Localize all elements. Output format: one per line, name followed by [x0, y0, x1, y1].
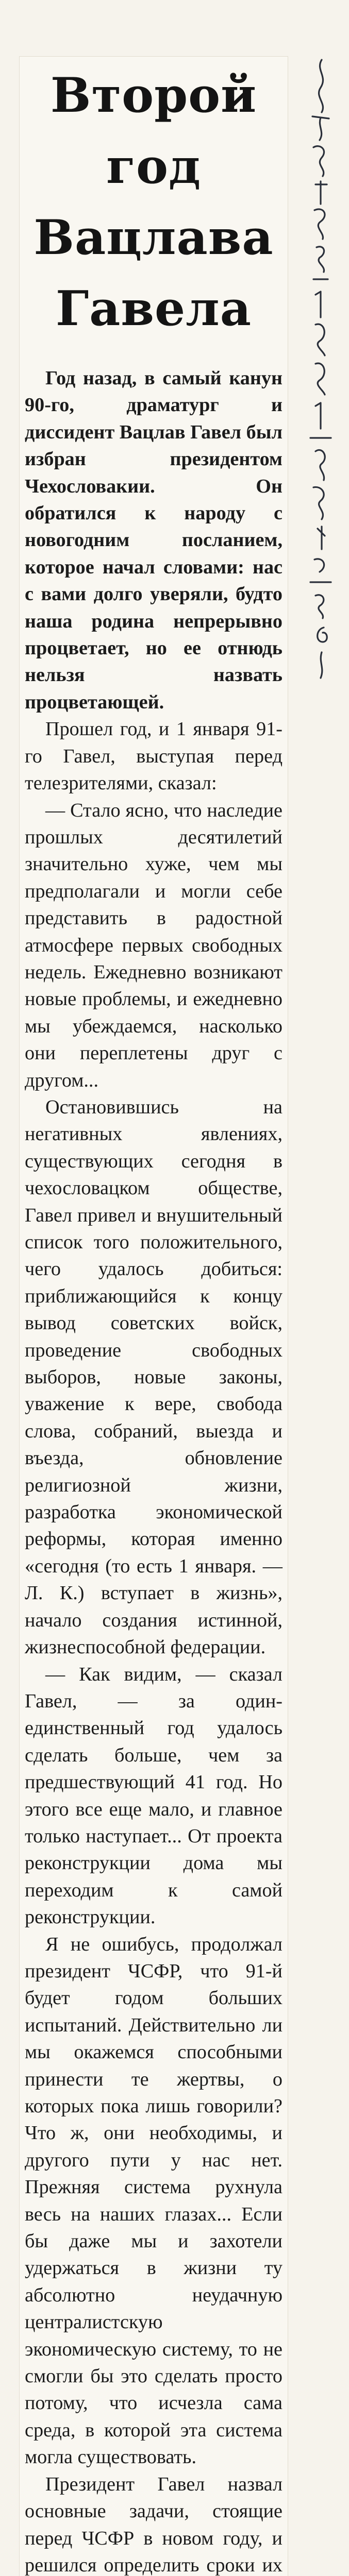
article-lead: Год назад, в самый канун 90-го, драматург и диссидент Вацлав Гавел был избран президентом Чехословакии. Он обратился к народу с новогодним посланием, которое начал словами: нас с вами долго уверяли, будто наша родина непрерывно процветает, но ее отнюдь нельзя назвать процветающей. [25, 367, 282, 713]
article-paragraph: — Стало ясно, что наследие прошлых десятилетий значительно хуже, чем мы предполагали и могли себе представить в радостной атмосфере первых свободных недель. Ежедневно возникают новые проблемы, и ежедневно мы убеждаемся, насколько они переплетены друг с другом... [25, 799, 282, 1091]
article-paragraph: Президент Гавел назвал основные задачи, стоящие перед ЧСФР в новом году, и решился определить сроки их [25, 2473, 282, 2576]
handwritten-margin-note [295, 49, 346, 699]
headline-line-3: Гавела [55, 280, 252, 336]
article-paragraph: Я не ошибусь, продолжал президент ЧСФР, что 91-й будет годом больших испытаний. Действительно ли мы окажемся способными принести те жертвы, о которых пока лишь говорили? Что ж, они необходимы, и другого пути у нас нет. Прежняя система рухнула весь на наших глазах... Если бы даже мы и захотели удержаться в жизни ту абсолютно неудачную централистскую экономическую систему, то не смогли бы это сделать просто потому, что исчезла сама среда, в которой эта система могла существовать. [25, 1933, 282, 2468]
headline-line-2: Вацлава [34, 209, 274, 265]
article-paragraph: Остановившись на негативных явлениях, существующих сегодня в чехословацком обществе, Гавел привел и внушительный список того положительного, чего удалось добиться: приближающийся к концу вывод советских войск, проведение свободных выборов, новые законы, уважение к вере, свобода слова, собраний, выезда и въезда, обновление религиозной жизни, разработка экономической реформы, которая именно «сегодня (то есть 1 января. — Л. К.) вступает в жизнь», начало создания истинной, жизнеспособной федерации. [25, 1096, 282, 1658]
article-body [20, 344, 288, 2576]
headline [20, 57, 288, 344]
headline-line-1: Второй год [50, 67, 257, 194]
article-paragraph: Прошел год, и 1 января 91-го Гавел, выступая перед телезрителями, сказал: [25, 718, 282, 794]
newspaper-clipping [20, 57, 288, 2576]
article-paragraph: — Как видим, — сказал Гавел, — за один-единственный год удалось сделать больше, чем за предшествующий 41 год. Но этого все еще мало, и главное только наступает... От проекта реконструкции дома мы переходим к самой реконструкции. [25, 1663, 282, 1928]
